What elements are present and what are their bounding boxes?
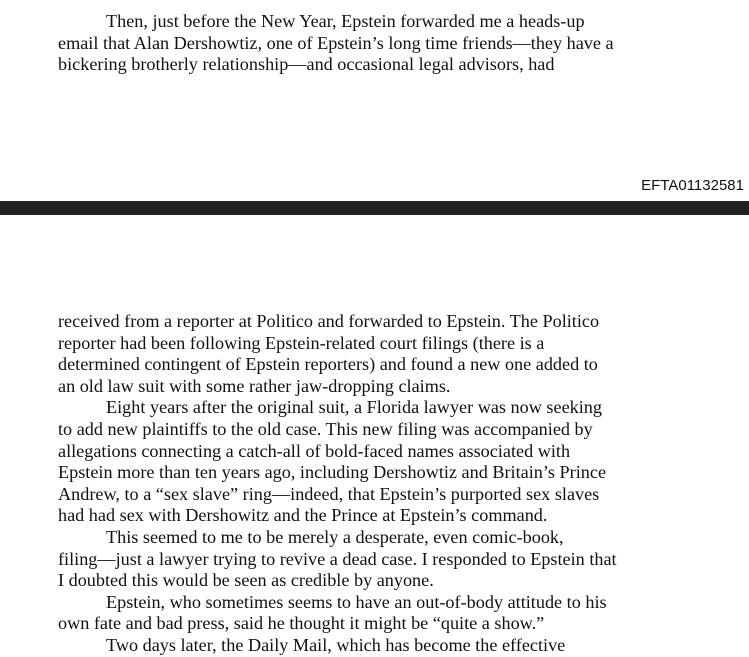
bates-number: EFTA01132581 (641, 177, 744, 194)
text-line: received from a reporter at Politico and forwarded to Epstein. The Politico (58, 311, 600, 331)
text-line: own fate and bad press, said he thought it might be “quite a show.” (58, 613, 545, 634)
text-line: reporter had been following Epstein-related court filings (there is a (58, 332, 545, 353)
text-line: I doubted this would be seen as credible by anyone. (58, 570, 434, 591)
body-text-top (58, 11, 614, 76)
text-line: email that Alan Dershowtiz, one of Epstein’s long time friends—they have a (58, 32, 614, 53)
text-line: determined contingent of Epstein reporters) and found a new one added to (58, 354, 598, 375)
body-text-bottom (58, 311, 617, 657)
text-line: bickering brotherly relationship—and occasional legal advisors, had (58, 54, 555, 75)
text-line: This seemed to me to be merely a desperate, even comic-book, (106, 526, 564, 547)
text-line: Then, just before the New Year, Epstein forwarded me a heads-up (106, 11, 585, 31)
text-line: Epstein, who sometimes seems to have an out-of-body attitude to his (106, 591, 607, 612)
text-line: to add new plaintiffs to the old case. This new filing was accompanied by (58, 418, 593, 439)
page-top (0, 0, 749, 201)
text-line: allegations connecting a catch-all of bold-faced names associated with (58, 440, 571, 461)
text-line: Epstein more than ten years ago, including Dershowtiz and Britain’s Prince (58, 462, 607, 483)
text-line: Two days later, the Daily Mail, which has become the effective (106, 634, 566, 655)
page-separator (0, 201, 749, 215)
text-line: had had sex with Dershowitz and the Prince at Epstein’s command. (58, 505, 548, 526)
text-line: Eight years after the original suit, a Florida lawyer was now seeking (106, 397, 602, 418)
text-line: filing—just a lawyer trying to revive a dead case. I responded to Epstein that (58, 548, 617, 569)
text-line: an old law suit with some rather jaw-dropping claims. (58, 375, 451, 396)
page-bottom (0, 215, 749, 653)
text-line: Andrew, to a “sex slave” ring—indeed, that Epstein’s purported sex slaves (58, 483, 600, 504)
